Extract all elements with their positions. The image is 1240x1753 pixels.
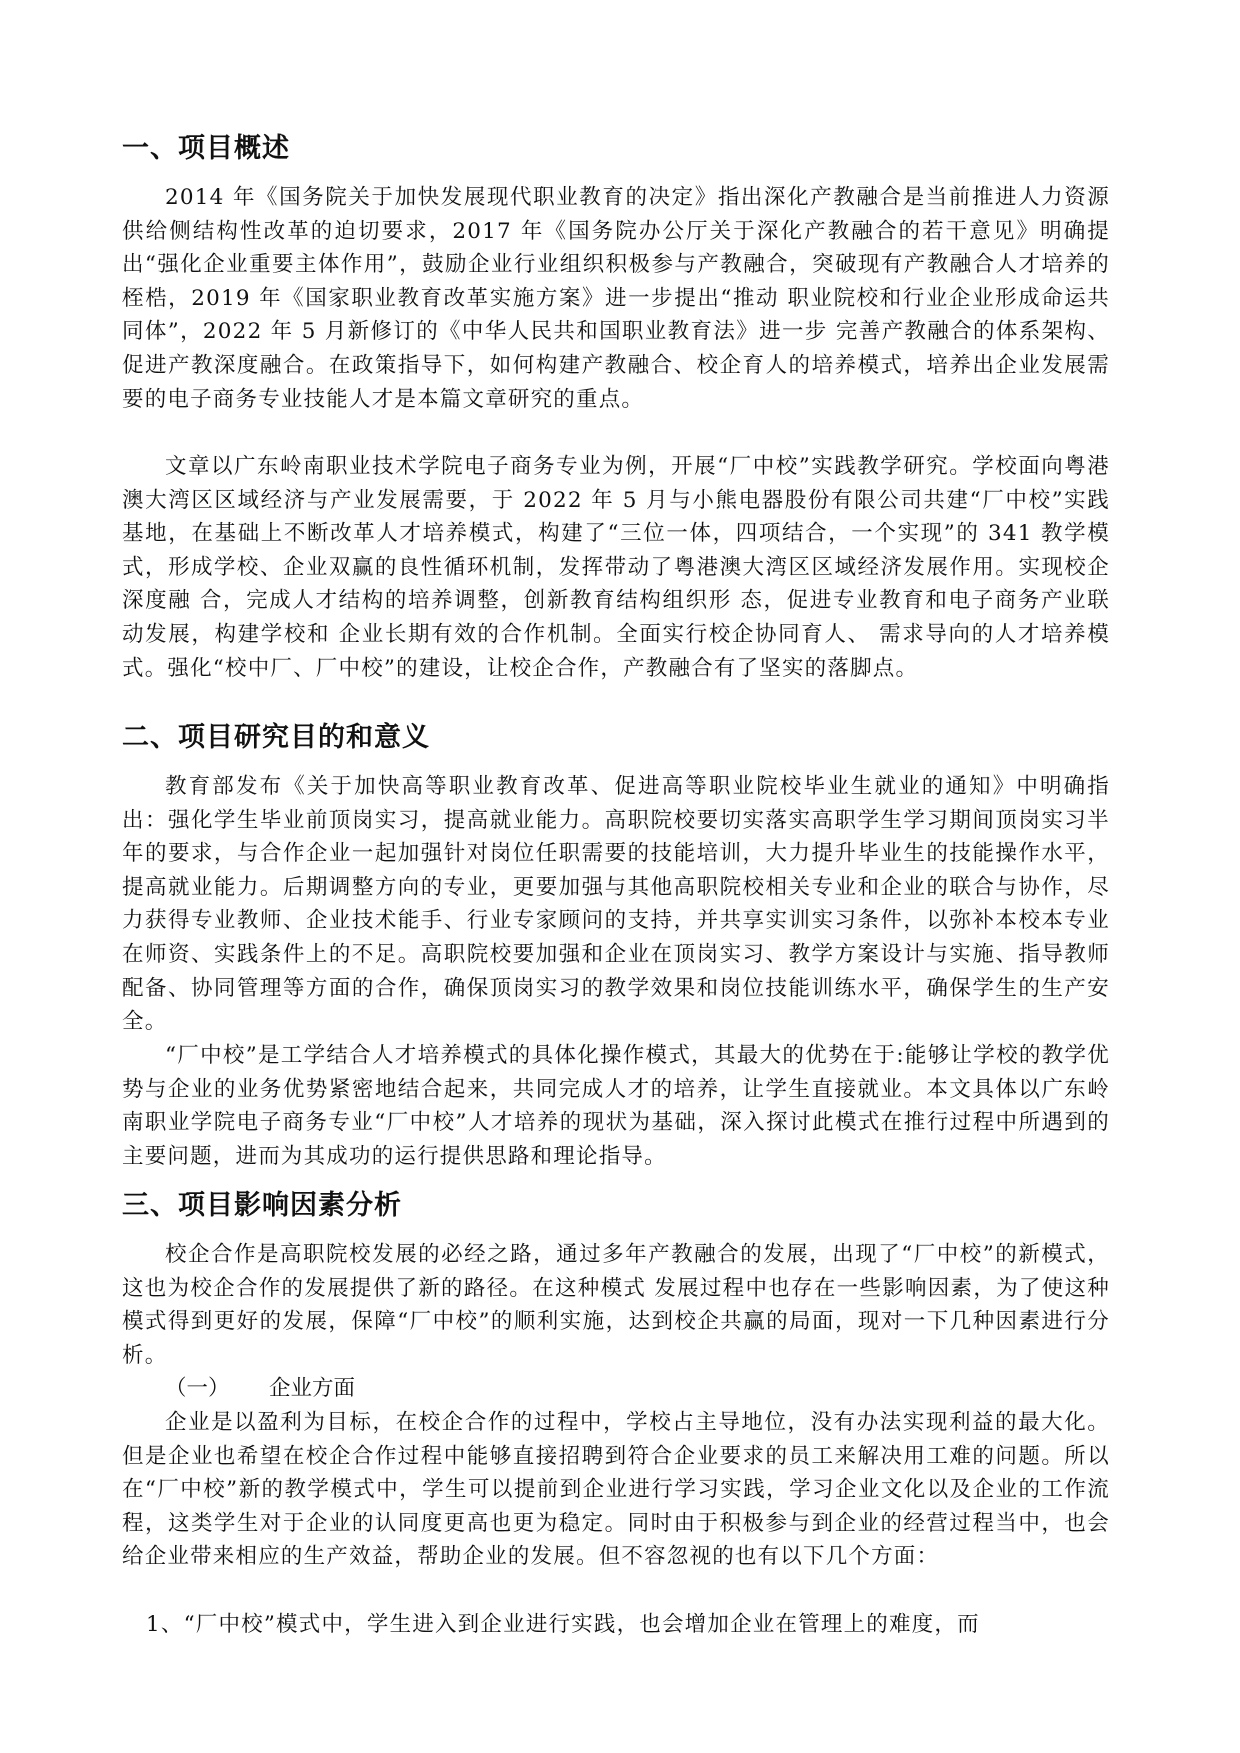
factors-paragraph-1: 校企合作是高职院校发展的必经之路，通过多年产教融合的发展，出现了“厂中校”的新模式，这也为校企合作的发展提供了新的路径。在这种模式 发展过程中也存在一些影响因素，为了使这种模式得到更好的发展，保障“厂中校”的顺利实施，达到校企共赢的局面，现对一下几种因素进行分析。 bbox=[122, 1242, 1110, 1368]
overview-paragraph-1: 2014 年《国务院关于加快发展现代职业教育的决定》指出深化产教融合是当前推进人力资源供给侧结构性改革的迫切要求，2017 年《国务院办公厅关于深化产教融合的若干意见》明确提出“强化企业重要主体作用”，鼓励企业行业组织积极参与产教融合，突破现有产教融合人才培养的桎梏，2019 年《国家职业教育改革实施方案》进一步提出“推动 职业院校和行业企业形成命运共同体”，2022 年 5 月新修订的《中华人民共和国职业教育法》进一步 完善产教融合的体系架构、促进产教深度融合。在政策指导下，如何构建产教融合、校企育人的培养模式，培养出企业发展需要的电子商务专业技能人才是本篇文章研究的重点。 bbox=[122, 185, 1110, 412]
overview-paragraph-2: 文章以广东岭南职业技术学院电子商务专业为例，开展“厂中校”实践教学研究。学校面向粤港澳大湾区区域经济与产业发展需要，于 2022 年 5 月与小熊电器股份有限公司共建“厂中校”实践基地，在基础上不断改革人才培养模式，构建了“三位一体，四项结合，一个实现”的 341 教学模式，形成学校、企业双赢的良性循环机制，发挥带动了粤港澳大湾区区域经济发展作用。实现校企深度融 合，完成人才结构的培养调整，创新教育结构组织形 态，促进专业教育和电子商务产业联动发展，构建学校和 企业长期有效的合作机制。全面实行校企协同育人、 需求导向的人才培养模式。强化“校中厂、厂中校”的建设，让校企合作，产教融合有了坚实的落脚点。 bbox=[122, 454, 1110, 681]
enterprise-paragraph-1: 企业是以盈利为目标，在校企合作的过程中，学校占主导地位，没有办法实现利益的最大化。但是企业也希望在校企合作过程中能够直接招聘到符合企业要求的员工来解决用工难的问题。所以在“厂中校”新的教学模式中，学生可以提前到企业进行学习实践，学习企业文化以及企业的工作流程，这类学生对于企业的认同度更高也更为稳定。同时由于积极参与到企业的经营过程当中，也会给企业带来相应的生产效益，帮助企业的发展。但不容忽视的也有以下几个方面： bbox=[122, 1410, 1110, 1570]
subheading-number: （一） bbox=[165, 1376, 230, 1401]
enterprise-point-1: 1、“厂中校”模式中，学生进入到企业进行实践，也会增加企业在管理上的难度，而 bbox=[146, 1612, 980, 1637]
subheading-enterprise bbox=[165, 1372, 355, 1406]
section-heading-factors: 三、项目影响因素分析 bbox=[122, 1190, 402, 1221]
purpose-paragraph-1: 教育部发布《关于加快高等职业教育改革、促进高等职业院校毕业生就业的通知》中明确指出：强化学生毕业前顶岗实习，提高就业能力。高职院校要切实落实高职学生学习期间顶岗实习半年的要求，与合作企业一起加强针对岗位任职需要的技能培训，大力提升毕业生的技能操作水平，提高就业能力。后期调整方向的专业，更要加强与其他高职院校相关专业和企业的联合与协作，尽力获得专业教师、企业技术能手、行业专家顾问的支持，并共享实训实习条件，以弥补本校本专业在师资、实践条件上的不足。高职院校要加强和企业在顶岗实习、教学方案设计与实施、指导教师配备、协同管理等方面的合作，确保顶岗实习的教学效果和岗位技能训练水平，确保学生的生产安全。 bbox=[122, 774, 1110, 1035]
section-heading-purpose: 二、项目研究目的和意义 bbox=[122, 722, 430, 753]
subheading-title: 企业方面 bbox=[269, 1376, 356, 1401]
section-heading-overview: 一、项目概述 bbox=[122, 133, 290, 164]
purpose-paragraph-2: “厂中校”是工学结合人才培养模式的具体化操作模式，其最大的优势在于:能够让学校的教学优势与企业的业务优势紧密地结合起来，共同完成人才的培养，让学生直接就业。本文具体以广东岭南职业学院电子商务专业“厂中校”人才培养的现状为基础，深入探讨此模式在推行过程中所遇到的主要问题，进而为其成功的运行提供思路和理论指导。 bbox=[122, 1043, 1110, 1169]
